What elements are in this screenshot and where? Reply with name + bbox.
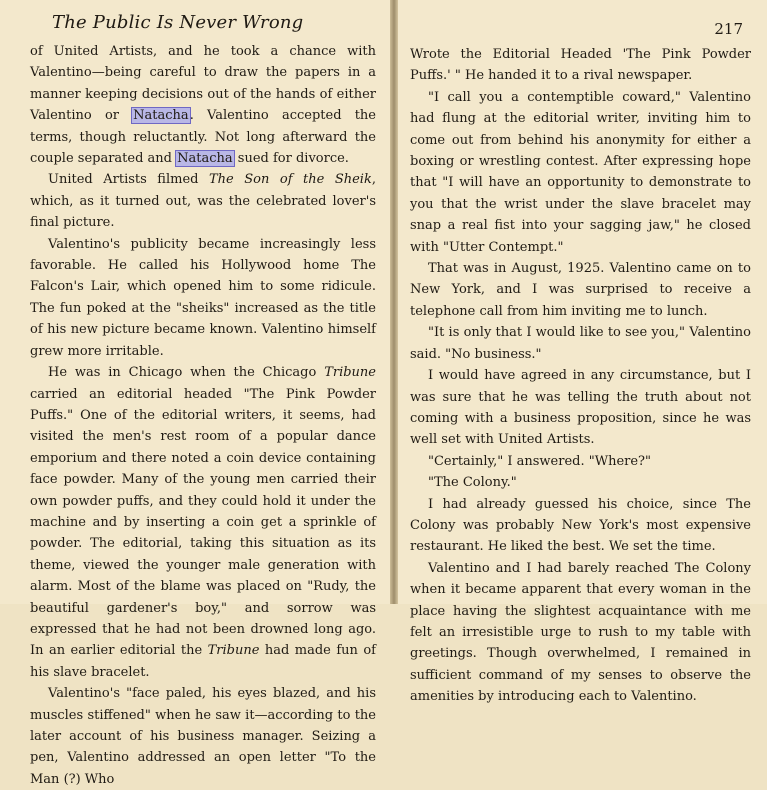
text-run: He was in Chicago when the Chicago xyxy=(48,365,325,381)
paragraph: "The Colony." xyxy=(428,475,517,491)
text-run: . Valentino accepted the terms, though reluctantly. Not long afterward the couple separated and xyxy=(30,108,376,167)
film-title: The Son of the Sheik xyxy=(209,172,372,188)
paragraph xyxy=(30,169,376,233)
paragraph: Valentino's publicity became increasingly less favorable. He called his Hollywood home The Falcon's Lair, which opened him to some ridicule. The fun poked at the "sheiks" increased as the title of his new picture became known. Valentino himself grew more irritable. xyxy=(30,236,376,359)
paragraph: Wrote the Editorial Headed 'The Pink Powder Puffs.' " He handed it to a rival newspaper. xyxy=(410,47,751,84)
paragraph: "It is only that I would like to see you," Valentino said. "No business." xyxy=(410,325,751,362)
text-run: United Artists filmed xyxy=(48,172,209,188)
paragraph xyxy=(30,41,376,169)
paragraph: I had already guessed his choice, since The Colony was probably New York's most expensive restaurant. He liked the best. We set the time. xyxy=(410,496,751,555)
paragraph: I would have agreed in any circumstance, but I was sure that he was telling the truth about not coming with a business proposition, since he was well set with United Artists. xyxy=(410,368,751,448)
highlighted-word[interactable]: Natacha xyxy=(133,108,189,124)
page-number: 217 xyxy=(714,20,743,38)
paragraph xyxy=(30,362,376,683)
highlighted-word[interactable]: Natacha xyxy=(177,151,233,167)
text-run: of United Artists, and he took a chance with Valentino—being careful to draw the papers in a manner keeping decisions out of the hands of either Valentino or xyxy=(30,44,376,124)
text-run: carried an editorial headed "The Pink Powder Puffs." One of the editorial writers, it seems, had visited the men's rest room of a popular dance emporium and there noted a coin device containing face powder. Many of the young men carried their own powder puffs, and they could hold it under the machine and by inserting a coin get a sprinkle of powder. The editorial, taking this situation as its theme, viewed the younger male generation with alarm. Most of the blame was placed on "Rudy, the beautiful gardener's boy," and sorrow was expressed that he had not been drowned long ago. In an earlier editorial the xyxy=(30,386,376,659)
running-head: The Public Is Never Wrong xyxy=(52,12,304,33)
text-run: sued for divorce. xyxy=(233,151,349,167)
book-gutter xyxy=(390,0,398,604)
paragraph: "Certainly," I answered. "Where?" xyxy=(428,453,651,469)
newspaper-name: Tribune xyxy=(324,365,376,381)
paragraph: Valentino's "face paled, his eyes blazed, and his muscles stiffened" when he saw it—according to the later account of his business manager. Seizing a pen, Valentino addressed an open letter "To the Man (?) Who xyxy=(30,686,376,787)
right-page xyxy=(398,0,767,705)
text-run: had made fun of his slave bracelet. xyxy=(30,643,376,680)
paragraph: "I call you a contemptible coward," Valentino had flung at the editorial writer, inviting him to come out from behind his anonymity for either a boxing or wrestling contest. After expressing hope that "I will have an opportunity to demonstrate to you that the wrist under the slave bracelet may snap a real fist into your sagging jaw," he closed with "Utter Contempt." xyxy=(410,89,751,255)
newspaper-name: Tribune xyxy=(207,643,260,659)
paragraph: Valentino and I had barely reached The Colony when it became apparent that every woman in the place having the slightest acquaintance with me felt an irresistible urge to rush to my table with greetings. Though overwhelmed, I remained in sufficient command of my senses to observe the amenities by introducing each to Valentino. xyxy=(410,560,751,705)
paragraph: That was in August, 1925. Valentino came on to New York, and I was surprised to receive a telephone call from him inviting me to lunch. xyxy=(410,261,751,319)
text-run: , which, as it turned out, was the celebrated lover's final picture. xyxy=(30,172,376,231)
